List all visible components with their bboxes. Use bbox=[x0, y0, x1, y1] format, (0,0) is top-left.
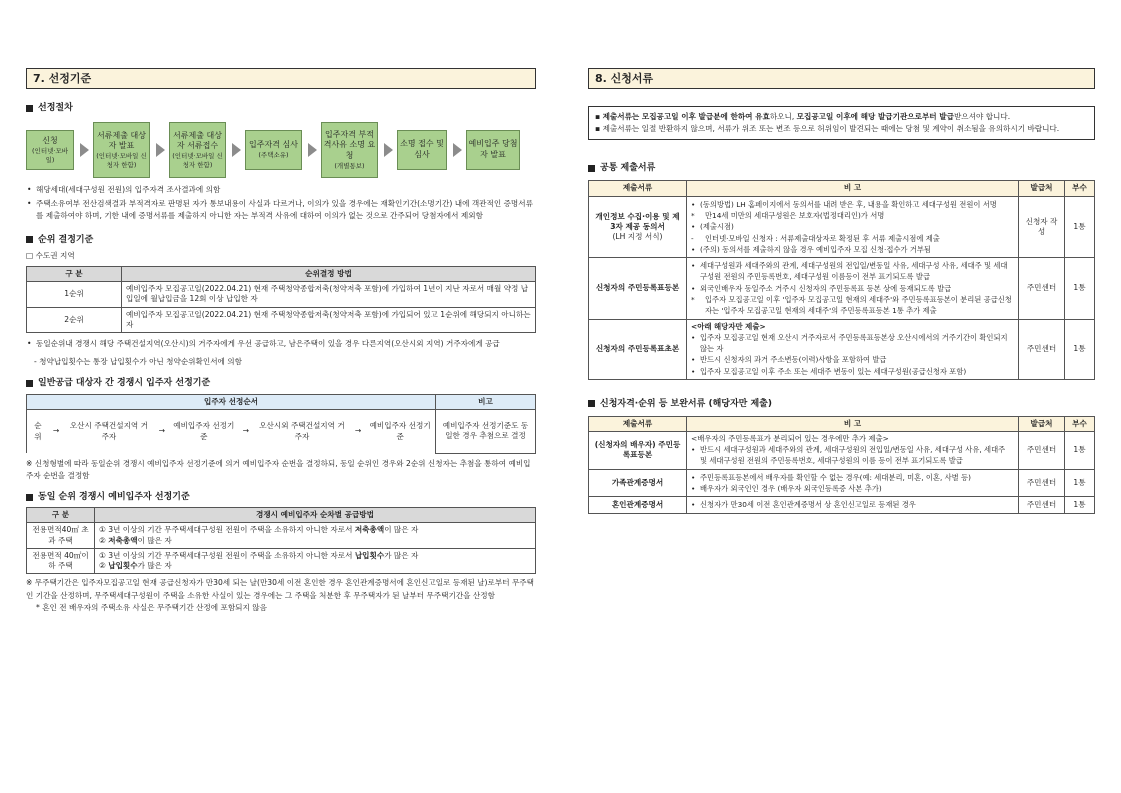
step-6: 소명 접수 및 심사 bbox=[397, 130, 447, 170]
list-item: • 해당세대(세대구성원 전원)의 입주자격 조사결과에 의함 bbox=[26, 184, 536, 196]
region-label: □ 수도권 지역 bbox=[26, 250, 75, 260]
table-header: 비 고 bbox=[687, 416, 1019, 431]
table-header: 경쟁시 예비입주자 순차별 공급방법 bbox=[95, 508, 536, 523]
table-header: 순위결정 방법 bbox=[122, 266, 536, 281]
list-item: • 동일순위내 경쟁시 해당 주택건설지역(오산시)의 거주자에게 우선 공급하고, 남은주택이 있을 경우 다른지역(오산시외 지역) 거주자에게 공급 bbox=[26, 338, 536, 350]
table-header: 제출서류 bbox=[589, 416, 687, 431]
table-row: 가족관계증명서 • 주민등록표등본에서 배우자를 확인할 수 없는 경우(예: 세대분리, 미혼, 이혼, 사별 등) • 배우자가 외국인인 경우 (배우자 외국인등록증 사본 추가) 주민센터 1통 bbox=[589, 469, 1095, 497]
step-4: 입주자격 심사 (주택소유) bbox=[245, 130, 302, 170]
table-header: 비고 bbox=[436, 394, 536, 409]
table-row: 1순위 예비입주자 모집공고일(2022.04.21) 현재 주택청약종합저축(청약저축 포함)에 가입하여 1년이 지난 자로서 매월 약정 납입일에 월납입금을 12회 이상 납입한 자 bbox=[27, 282, 536, 308]
step-1: 신청 (인터넷·모바일) bbox=[26, 130, 74, 170]
section-8 bbox=[588, 68, 1095, 514]
table-row: 2순위 예비입주자 모집공고일(2022.04.21) 현재 주택청약종합저축(청약저축 포함)에 가입되어 있고 1순위에 해당되지 아니하는 자 bbox=[27, 307, 536, 333]
table-header: 구 분 bbox=[27, 266, 122, 281]
same-rank-note: ※ 무주택기간은 입주자모집공고일 현재 공급신청자가 만30세 되는 날(만30세 이전 혼인한 경우 혼인관계증명서에 혼인신고일로 등재된 날)로부터 무주택인 기간을 산정하며, 무주택세대구성원이 주택을 소유한 사실이 있는 경우에는 그 주택을 처분한 후 무주택자가 된 날부터 무주택기간을 산정함 bbox=[26, 578, 534, 600]
table-header: 부수 bbox=[1065, 181, 1095, 196]
table-header: 구 분 bbox=[27, 508, 95, 523]
list-item: • 주택소유여부 전산검색결과 부적격자로 판명된 자가 통보내용이 사실과 다르거나, 이의가 있을 경우에는 재확인기간(소명기간) 내에 객관적인 증명서류를 제출하여야 하며, 기한 내에 증명서류를 제출하지 아니한 자는 부적격 사유에 대하여 이의가 없는 것으로 간주되어 당첨자에서 제외함 bbox=[26, 198, 536, 222]
table-header: 발급처 bbox=[1019, 416, 1065, 431]
general-table bbox=[26, 394, 536, 454]
rank-heading: 순위 결정기준 bbox=[26, 234, 536, 246]
table-row: 신청자의 주민등록표등본 • 세대구성원과 세대주와의 관계, 세대구성원의 전입일/변동일 사유, 세대구성 사유, 세대주 및 세대구성원 전원의 주민등록번호, 세대구성원 이름등이 전부 표기되도록 발급 • 외국인배우자 동일주소 거주시 신청자의 주민등록표 등본 상에 등재되도록 발급 * 입주자 모집공고일 이후 '입주자 모집공고일 현재의 세대주'와 주민등록표등본이 분리된 공급신청자는 '입주자 모집공고일 현재의 세대주'의 주민등록표등본 1통 추가 제출 주민센터 1통 bbox=[589, 258, 1095, 319]
general-note: ※ 신청형별에 따라 동일순위 경쟁시 예비입주자 선정기준에 의거 예비입주자 순번을 결정하되, 동일 순위인 경우와 2순위 신청자는 추첨을 통하여 예비입주자 순번을 결정함 bbox=[26, 458, 531, 480]
flow-arrow bbox=[156, 143, 165, 157]
table-row: 개인정보 수집·이용 및 제3자 제공 동의서 (LH 지정 서식) • (동의방법) LH 홈페이지에서 동의서를 내려 받은 후, 내용을 확인하고 세대구성원 전원이 서명 * 만14세 미만의 세대구성원은 보호자(법정대리인)가 서명 • (제출시점) - 인터넷·모바일 신청자 : 서류제출대상자로 확정된 후 서류 제출시점에 제출 • (주의) 동의서를 제출하지 않을 경우 예비입주자 모집 신청·접수가 거부됨 신청자 작성 1통 bbox=[589, 196, 1095, 257]
table-row: 전용면적 40㎡이하 주택 ① 3년 이상의 기간 무주택세대구성원 전원이 주택을 소유하지 아니한 자로서 납입횟수가 많은 자 ② 납입횟수가 많은 자 bbox=[27, 548, 536, 574]
flow-arrow bbox=[308, 143, 317, 157]
same-rank-heading: 동일 순위 경쟁시 예비입주자 선정기준 bbox=[26, 491, 536, 503]
procedure-heading: 선정절차 bbox=[26, 102, 536, 114]
rank-table bbox=[26, 266, 536, 333]
table-row: 전용면적40㎡ 초과 주택 ① 3년 이상의 기간 무주택세대구성원 전원이 주택을 소유하지 아니한 자로서 저축총액이 많은 자 ② 저축총액이 많은 자 bbox=[27, 523, 536, 549]
table-header: 제출서류 bbox=[589, 181, 687, 196]
flow-arrow bbox=[453, 143, 462, 157]
extra-docs-table bbox=[588, 416, 1095, 514]
step-7: 예비입주 당첨자 발표 bbox=[466, 130, 520, 170]
list-item: ▪ 제출서류는 모집공고일 이후 발급분에 한하여 유효하오니, 모집공고일 이후에 해당 발급기관으로부터 발급받으셔야 합니다. bbox=[595, 112, 1011, 121]
flow-arrow bbox=[80, 143, 89, 157]
common-docs-table bbox=[588, 180, 1095, 379]
table-row: (신청자의 배우자) 주민등록표등본 <배우자의 주민등록표가 분리되어 있는 경우에만 추가 제출> • 반드시 세대구성원과 세대주와의 관계, 세대구성원의 전입일/변동일 사유, 세대구성 사유, 세대주 및 세대구성원 전원의 주민등록번호, 세대구성원의 이름 등이 전부 표기되도록 발급 주민센터 1통 bbox=[589, 432, 1095, 470]
flow-arrow bbox=[232, 143, 241, 157]
step-2: 서류제출 대상자 발표 (인터넷·모바일 신청자 한함) bbox=[93, 122, 150, 178]
same-rank-subnote: * 혼인 전 배우자의 주택소유 사실은 무주택기간 산정에 포함되지 않음 bbox=[36, 602, 267, 612]
table-header: 부수 bbox=[1065, 416, 1095, 431]
table-row: 혼인관계증명서 • 신청자가 만30세 이전 혼인관계증명서 상 혼인신고일로 등재된 경우 주민센터 1통 bbox=[589, 497, 1095, 513]
notice-box bbox=[588, 106, 1095, 140]
procedure-flow bbox=[26, 120, 536, 180]
section-7 bbox=[26, 68, 536, 614]
section-title: 7. 선정기준 bbox=[26, 68, 536, 89]
table-header: 비 고 bbox=[687, 181, 1019, 196]
rank-notes bbox=[26, 338, 536, 350]
procedure-notes bbox=[26, 184, 536, 222]
table-header: 입주자 선정순서 bbox=[27, 394, 436, 409]
common-docs-heading: 공통 제출서류 bbox=[588, 162, 1095, 174]
flow-arrow bbox=[384, 143, 393, 157]
table-header: 발급처 bbox=[1019, 181, 1065, 196]
list-item: ▪ 제출서류는 일절 반환하지 않으며, 서류가 위조 또는 변조 등으로 허위임이 발견되는 때에는 당첨 및 계약이 취소됨을 유의하시기 바랍니다. bbox=[595, 124, 1060, 134]
table-row: 순위 → 오산시 주택건설지역 거주자 → 예비입주자 선정기준 → 오산시외 주택건설지역 거주자 → 예비입주자 선정기준 예비입주자 선정기준도 동일한 경우 추첨으로 결정 bbox=[27, 409, 536, 453]
same-rank-table bbox=[26, 507, 536, 574]
step-3: 서류제출 대상자 서류접수 (인터넷·모바일 신청자 한함) bbox=[169, 122, 226, 178]
table-row: 신청자의 주민등록표초본 <아래 해당자만 제출> • 입주자 모집공고일 현재 오산시 거주자로서 주민등록표등본상 오산시에서의 거주기간이 확인되지 않는 자 • 반드시 신청자의 과거 주소변동(이력)사항을 포함하여 발급 • 입주자 모집공고일 이후 주소 또는 세대주 변동이 있는 세대구성원(공급신청자 포함) 주민센터 1통 bbox=[589, 319, 1095, 379]
step-5: 입주자격 부적격사유 소명 요청 (개별통보) bbox=[321, 122, 378, 178]
section-title: 8. 신청서류 bbox=[588, 68, 1095, 89]
general-heading: 일반공급 대상자 간 경쟁시 입주자 선정기준 bbox=[26, 377, 536, 389]
extra-docs-heading: 신청자격·순위 등 보완서류 (해당자만 제출) bbox=[588, 398, 1095, 410]
rank-dash-note: - 청약납입횟수는 통장 납입횟수가 아닌 청약순위확인서에 의함 bbox=[34, 357, 242, 367]
